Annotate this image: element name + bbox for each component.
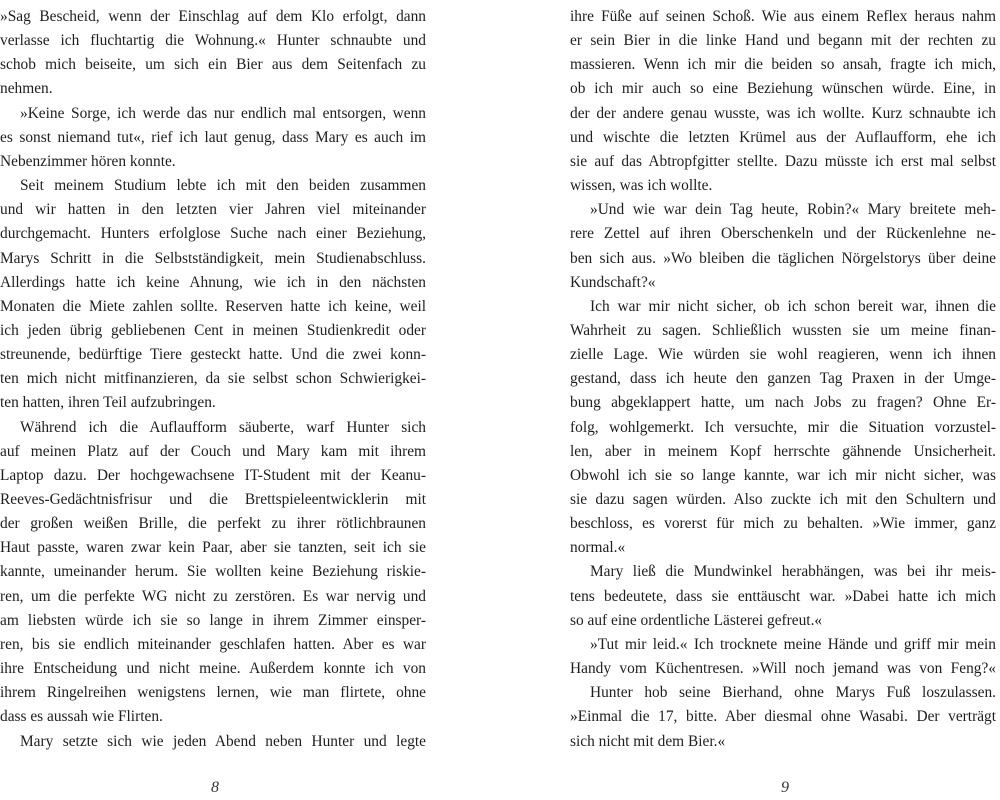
text-line: »Tut mir leid.« Ich trocknete meine Hände und griff mir mein [590, 635, 996, 653]
text-line: normal.« [570, 539, 626, 557]
text-line: ob ich mir auch so eine Beziehung wünschen würde. Eine, in [570, 80, 996, 98]
text-line: ten mich nicht mitfinanzieren, da sie selbst schon Schwierigkei- [0, 370, 426, 388]
text-line: Wahrheit zu sagen. Schließlich wussten sie um meine finan- [570, 321, 996, 339]
text-line: beschloss, es vorerst für mich zu behalten. »Wie immer, ganz [570, 515, 996, 533]
text-line: Monaten die Miete zahlen sollte. Reserven hatte ich keine, weil [0, 297, 426, 315]
text-line: durchgemacht. Hunters erfolglose Suche nach einer Beziehung, [0, 225, 426, 243]
text-line: Mary setzte sich wie jeden Abend neben Hunter und legte [20, 732, 426, 750]
text-line: ten hatten, ihren Teil aufzubringen. [0, 394, 216, 412]
text-line: zielle Lage. Wie würden sie wohl reagieren, wenn ich ihnen [570, 346, 996, 364]
text-line: am liebsten würde ich sie so lange in ihrem Zimmer einsper- [0, 611, 426, 629]
text-line: ben sich aus. »Wo bleiben die täglichen Nörgelstorys über deine [570, 249, 996, 267]
text-line: Reeves-Gedächtnisfrisur und die Brettspieleentwicklerin mit [0, 491, 426, 508]
text-line: gestand, dass ich heute den ganzen Tag Praxen in der Umge- [570, 370, 996, 388]
text-line: Handy vom Küchentresen. »Will noch jemand was von Feng?« [570, 660, 996, 678]
text-line: Nebenzimmer hören konnte. [0, 152, 176, 170]
text-line: so auf eine ordentliche Lästerei gefreut.« [570, 611, 823, 629]
text-line: verlasse ich fluchtartig die Wohnung.« Hunter schnaubte und [0, 32, 426, 50]
text-line: dass es aussah wie Flirten. [0, 708, 163, 726]
text-line: kannte, umeinander herum. Sie wollten keine Beziehung riskie- [0, 563, 426, 581]
text-line: Marys Schritt in die Selbstständigkeit, mein Studienabschluss. [0, 249, 426, 267]
text-line: Hunter hob seine Bierhand, ohne Marys Fuß loszulassen. [590, 684, 996, 702]
right-page-number: 9 [781, 779, 789, 796]
text-line: der großen weißen Brille, die perfekt zu ihrer rötlichbraunen [0, 515, 426, 533]
left-page-number: 8 [211, 779, 219, 796]
text-line: der der andere genau wusste, was ich wollte. Kurz schnaubte ich [570, 104, 996, 122]
text-line: ihrem Ringelreihen wenigstens lernen, wie man flirtete, ohne [0, 684, 426, 702]
text-line: Laptop dazu. Der hochgewachsene IT-Student mit der Keanu- [0, 466, 426, 484]
text-line: ren, um die perfekte WG nicht zu zerstören. Es war nervig und [0, 587, 426, 605]
text-line: auf meinen Platz auf der Couch und Mary kam mit ihrem [0, 442, 426, 460]
text-line: Während ich die Auflaufform säuberte, warf Hunter sich [20, 418, 426, 436]
text-line: es sonst niemand tut«, rief ich laut genug, dass Mary es auch im [0, 128, 426, 146]
text-line: und wischte die letzten Krümel aus der Auflaufform, ehe ich [570, 128, 996, 146]
text-line: tens bedeutete, dass sie enttäuscht war. »Dabei hatte ich mich [570, 587, 996, 605]
text-line: Kundschaft?« [570, 273, 656, 291]
text-line: Seit meinem Studium lebte ich mit den beiden zusammen [20, 177, 426, 195]
right-page [570, 0, 1000, 800]
left-page [0, 0, 430, 800]
text-line: nehmen. [0, 80, 53, 98]
text-line: »Einmal die 17, bitte. Aber diesmal ohne Wasabi. Der verträgt [570, 708, 996, 726]
text-line: folg, wohlgemerkt. Ich versuchte, mir die Situation vorzustel- [570, 418, 996, 436]
text-line: massieren. Wenn ich mir die beiden so ansah, fragte ich mich, [570, 56, 996, 74]
text-line: »Sag Bescheid, wenn der Einschlag auf dem Klo erfolgt, dann [0, 8, 426, 25]
text-line: streunende, bedürftige Tiere gesteckt hatte. Und die zwei konn- [0, 346, 426, 364]
text-line: len, aber in meinem Kopf herrschte gähnende Unsicherheit. [570, 442, 996, 460]
text-line: schob mich beiseite, um sich ein Bier aus dem Seitenfach zu [0, 56, 426, 74]
text-line: ihre Entscheidung und nicht meine. Außerdem konnte ich von [0, 660, 426, 678]
text-line: sie auf das Abtropfgitter stellte. Dazu müsste ich erst mal selbst [570, 152, 996, 170]
text-line: ren, bis sie endlich miteinander geschlafen hatten. Aber es war [0, 635, 426, 653]
text-line: ihre Füße auf seinen Schoß. Wie aus einem Reflex heraus nahm [570, 8, 996, 25]
text-line: Obwohl ich sie so lange kannte, war ich mir nicht sicher, was [570, 466, 996, 484]
text-line: sie dazu sagen würden. Also zuckte ich mit den Schultern und [570, 491, 996, 508]
text-line: und wir hatten in den letzten vier Jahren viel miteinander [0, 201, 426, 219]
text-line: Haut passte, waren zwar kein Paar, aber sie tanzten, seit ich sie [0, 539, 426, 557]
text-line: bung abgeklappert hatte, um nach Jobs zu fragen? Ohne Er- [570, 394, 996, 412]
text-line: wissen, was ich wollte. [570, 177, 713, 195]
text-line: Allerdings hatte ich keine Ahnung, wie ich in den nächsten [0, 273, 426, 291]
text-line: ich jeden übrig gebliebenen Cent in meinen Studienkredit oder [0, 321, 426, 339]
text-line: »Und wie war dein Tag heute, Robin?« Mary breitete meh- [590, 201, 996, 219]
text-line: Mary ließ die Mundwinkel herabhängen, was bei ihr meis- [590, 563, 996, 581]
text-line: sich nicht mit dem Bier.« [570, 732, 726, 750]
text-line: »Keine Sorge, ich werde das nur endlich mal entsorgen, wenn [20, 104, 426, 122]
text-line: er sein Bier in die linke Hand und begann mit der rechten zu [570, 32, 996, 50]
text-line: Ich war mir nicht sicher, ob ich schon bereit war, ihnen die [590, 297, 996, 315]
text-line: rere Zettel auf ihren Oberschenkeln und der Rückenlehne ne- [570, 225, 996, 243]
